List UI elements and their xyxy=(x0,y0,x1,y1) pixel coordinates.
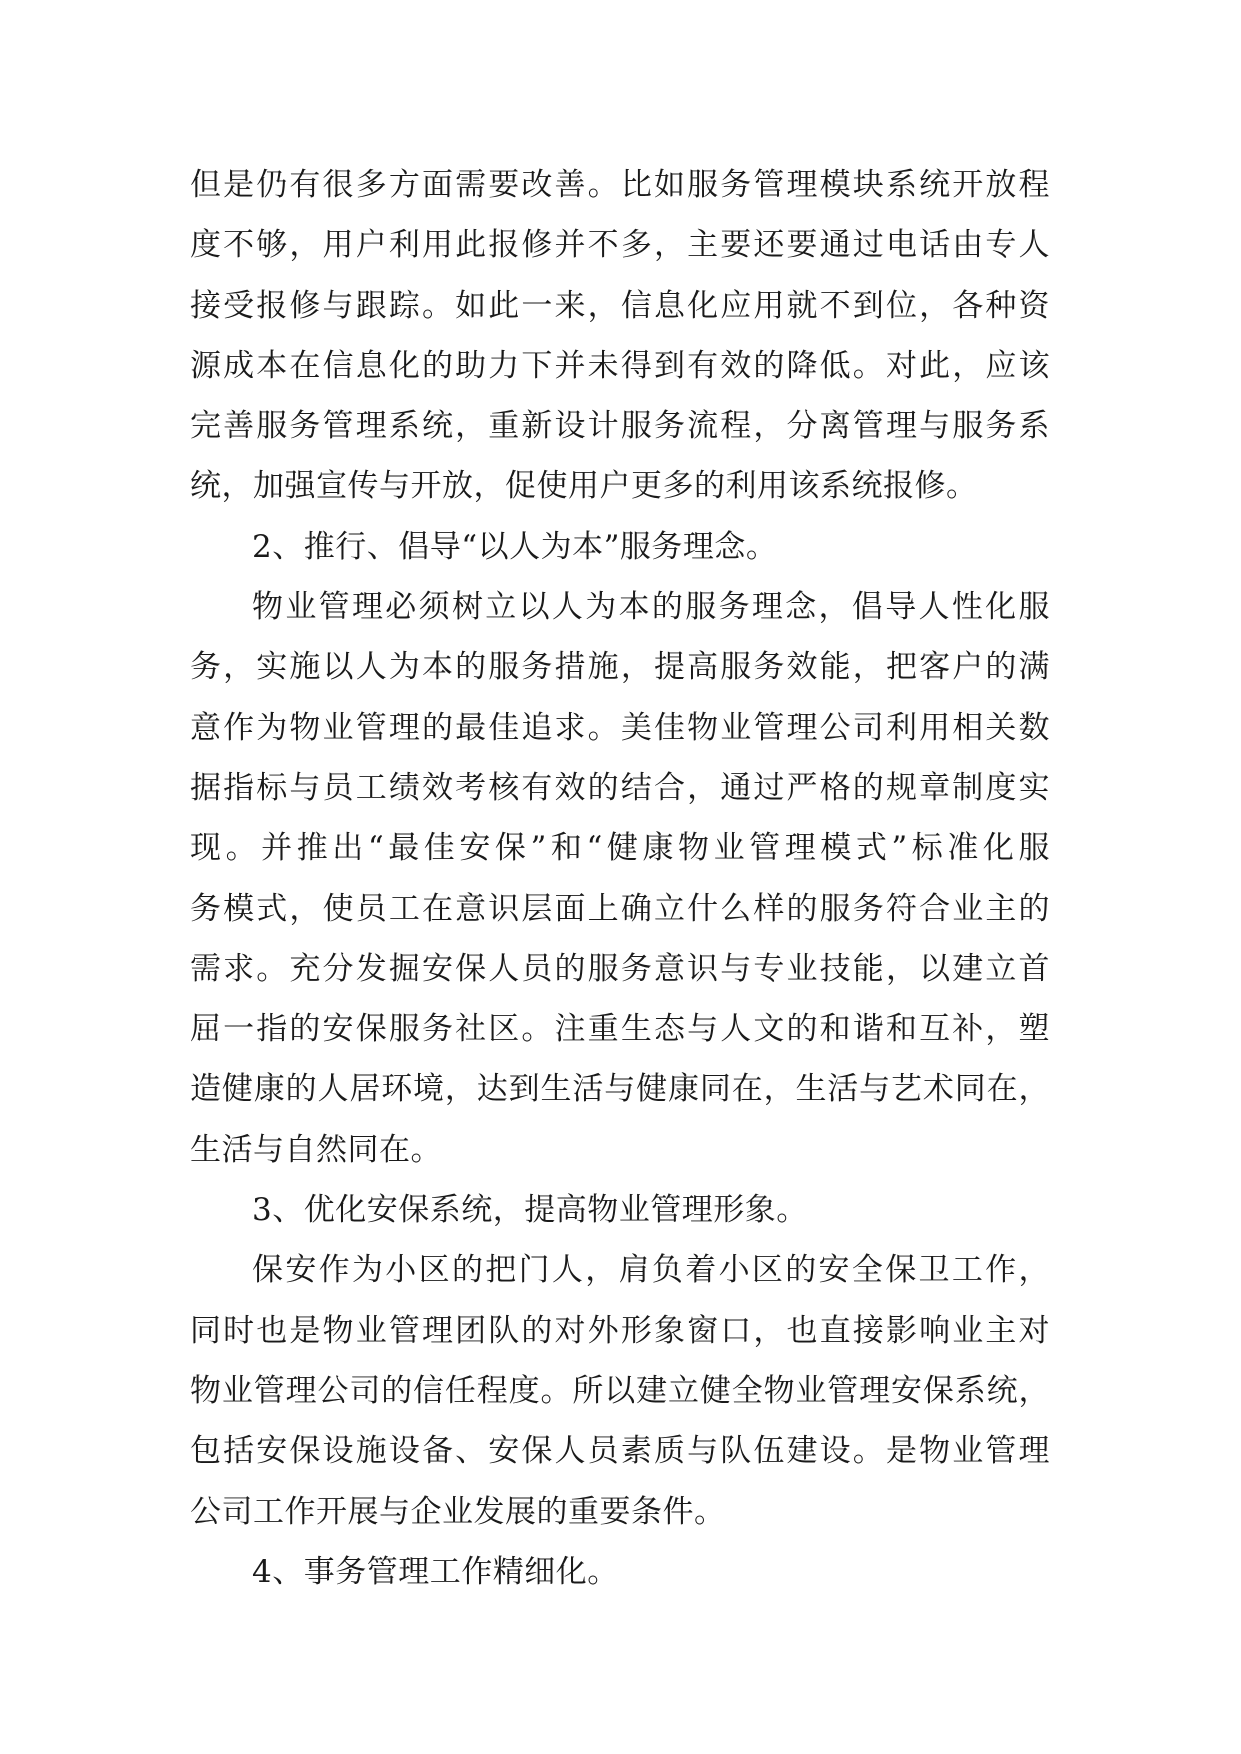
document-body xyxy=(190,155,1050,1602)
text-line: 物业管理必须树立以人为本的服务理念，倡导人性化服 xyxy=(252,589,1050,626)
text-line: 据指标与员工绩效考核有效的结合，通过严格的规章制度实 xyxy=(190,769,1050,806)
text-line: 统，加强宣传与开放，促使用户更多的利用该系统报修。 xyxy=(190,468,978,505)
text-line: 保安作为小区的把门人，肩负着小区的安全保卫工作， xyxy=(252,1252,1050,1289)
text-line: 同时也是物业管理团队的对外形象窗口，也直接影响业主对 xyxy=(190,1312,1050,1349)
text-line: 度不够，用户利用此报修并不多，主要还要通过电话由专人 xyxy=(190,227,1050,264)
text-line: 源成本在信息化的助力下并未得到有效的降低。对此，应该 xyxy=(190,347,1050,384)
text-line: 意作为物业管理的最佳追求。美佳物业管理公司利用相关数 xyxy=(190,709,1050,746)
text-line: 完善服务管理系统，重新设计服务流程，分离管理与服务系 xyxy=(190,408,1050,445)
text-line: 现。并推出“最佳安保”和“健康物业管理模式”标准化服 xyxy=(190,830,1050,867)
text-line: 4、事务管理工作精细化。 xyxy=(252,1553,619,1590)
text-line: 物业管理公司的信任程度。所以建立健全物业管理安保系统， xyxy=(190,1372,1050,1409)
text-line: 造健康的人居环境，达到生活与健康同在，生活与艺术同在， xyxy=(190,1071,1050,1108)
text-line: 务模式，使员工在意识层面上确立什么样的服务符合业主的 xyxy=(190,890,1050,927)
text-line: 接受报修与跟踪。如此一来，信息化应用就不到位，各种资 xyxy=(190,287,1050,324)
text-line: 需求。充分发掘安保人员的服务意识与专业技能，以建立首 xyxy=(190,950,1050,987)
text-line: 3、优化安保系统，提高物业管理形象。 xyxy=(252,1192,808,1229)
text-line: 包括安保设施设备、安保人员素质与队伍建设。是物业管理 xyxy=(190,1433,1050,1470)
text-line: 2、推行、倡导“以人为本”服务理念。 xyxy=(252,528,778,565)
text-line: 生活与自然同在。 xyxy=(190,1131,442,1168)
text-line: 屈一指的安保服务社区。注重生态与人文的和谐和互补，塑 xyxy=(190,1011,1050,1048)
paragraph-lines xyxy=(190,155,1050,1602)
text-line: 公司工作开展与企业发展的重要条件。 xyxy=(190,1493,726,1530)
text-line: 但是仍有很多方面需要改善。比如服务管理模块系统开放程 xyxy=(190,167,1050,203)
text-line: 务，实施以人为本的服务措施，提高服务效能，把客户的满 xyxy=(190,649,1050,686)
